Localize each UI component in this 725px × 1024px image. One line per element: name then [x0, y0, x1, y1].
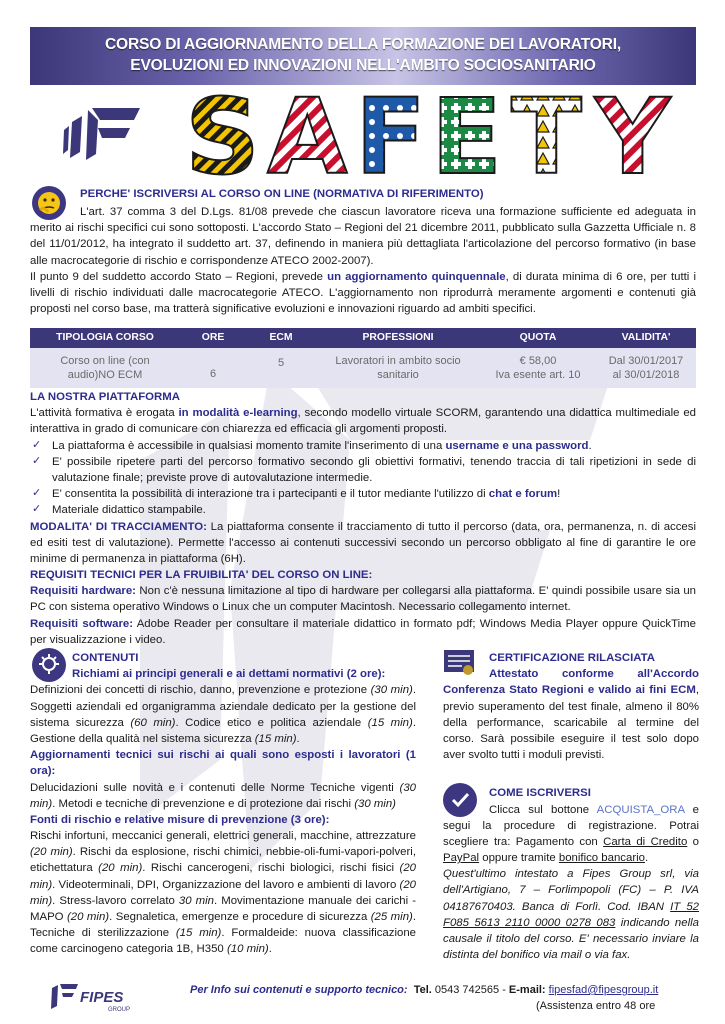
c3d: (20 min) — [98, 862, 143, 875]
c3h: (20 min) — [30, 878, 416, 907]
certificazione-bold: Attestato conforme all'Accordo Conferenza Stato Regioni e valido ai fini ECM — [443, 668, 699, 697]
col-header-validita: VALIDITA' — [596, 328, 696, 348]
iscriversi-heading: COME ISCRIVERSI — [489, 787, 591, 800]
certificazione-body: , previo superamento del test finale, almeno il 80% della performance, scaricabile al termine del corso. Sarà possibile eseguire il test solo dopo aver svolto tutti i moduli previsti. — [443, 684, 699, 762]
footer-email-link[interactable]: fipesfad@fipesgroup.it — [548, 984, 659, 996]
c3p: (15 min) — [175, 927, 222, 940]
hardware-paragraph — [30, 583, 696, 615]
c3i: . Stress-lavoro correlato — [52, 894, 179, 907]
contenuti-sub-3: Fonti di rischio e relative misure di prevenzione (3 ore): — [30, 813, 330, 826]
c1c: . Soggetti aziendali ed organigramma aziendale dedicato per la gestione del sistema sicurezza — [30, 684, 417, 729]
col-header-professioni: PROFESSIONI — [316, 328, 480, 348]
paypal-link[interactable]: PayPal — [443, 852, 480, 865]
cell-ore-value: 6 — [209, 368, 217, 380]
safety-logo — [183, 87, 695, 177]
title-line-2: EVOLUZIONI ED INNOVAZIONI NELL'AMBITO SOCIOSANITARIO — [130, 57, 596, 74]
intro-highlight: in modalità e-learning — [178, 407, 298, 420]
safety-letter-f: F — [355, 87, 427, 177]
footer-info: Per Info sui contenuti e supporto tecnico: — [190, 984, 408, 996]
c3s: . — [268, 943, 272, 956]
software-label: Requisiti software: — [30, 617, 134, 630]
col-header-ecm: ECM — [246, 328, 316, 348]
tracciamento-paragraph — [30, 519, 696, 568]
c1b: (30 min) — [370, 684, 413, 697]
iban: IT 52 F085 5613 2110 0000 0278 083 — [443, 900, 700, 929]
carta-credito-link[interactable]: Carta di Credito — [603, 835, 688, 848]
isc-b: e segui la procedure di registrazione. Potrai scegliere tra: Pagamento con — [443, 803, 700, 848]
list-item — [30, 486, 696, 502]
check-icon: ✓ — [32, 487, 42, 500]
c3o: . Tecniche di sterilizzazione — [30, 911, 416, 940]
perche-p2-highlight: un aggiornamento quinquennale — [327, 270, 506, 283]
bullet3-highlight: chat e forum — [488, 488, 558, 501]
course-info-table — [30, 328, 696, 388]
bank-text-b: indicando nella causale il titolo del corso. E' necessario inviare la distinta del bonifico via mail o via fax. — [443, 916, 699, 962]
c3r: (10 min) — [226, 943, 269, 956]
contenuti-sub-2: Aggiornamenti tecnici sui rischi ai quali sono esposti i lavoratori (1 ora): — [30, 749, 416, 778]
piattaforma-section — [30, 389, 696, 648]
cell-professioni — [316, 348, 480, 388]
c3a: Rischi infortuni, meccanici generali, elettrici generali, macchine, attrezzature — [30, 830, 416, 843]
c1g: . Gestione della qualità nel sistema sicurezza — [30, 716, 416, 745]
iscriversi-section — [443, 785, 699, 963]
right-column — [443, 650, 699, 963]
c1a: Definizioni dei concetti di rischio, danno, prevenzione e protezione — [30, 684, 371, 697]
safety-letter-a: A — [267, 87, 348, 177]
cell-ore — [180, 348, 246, 388]
perche-paragraph-1: L'art. 37 comma 3 del D.Lgs. 81/08 prevede che ciascun lavoratore riceva una formazione sufficiente ed adeguata in merito ai rischi specifici cui sono sottoposti. L'accordo Stato – Regioni del 21 dicembre 2011, pubblicato sulla Gazzetta Ufficiale n. 8 del 11/01/2012, ha integrato il suddetto art. 37, definendo in maniera più dettagliata l'articolazione del percorso formativo (in base alle macrocategorie di rischio e corrispondenze ATECO 2002-2007). — [30, 206, 696, 267]
hardware-text: Non c'è nessuna limitazione al tipo di hardware per collegarsi alla piattaforma. E' quindi possibile usare sia un PC con sistema operativo Windows o Linux che un computer Macintosh. Necessario collegamento internet. — [30, 585, 697, 614]
software-text: Adobe Reader per consultare il materiale didattico in formato pdf; Windows Media Player oppure QuickTime per visualizzazione i video. — [30, 617, 696, 646]
requisiti-heading: REQUISITI TECNICI PER LA FRUIBILITA' DEL CORSO ON LINE: — [30, 569, 373, 582]
footer-tel: 0543 742565 — [434, 984, 500, 996]
footer-email-label: E-mail: — [508, 984, 546, 996]
software-paragraph — [30, 616, 696, 648]
cell-validita — [596, 348, 696, 388]
footer — [190, 983, 696, 1014]
isc-a: Clicca sul bottone — [489, 803, 597, 816]
contenuti-text-3 — [30, 828, 416, 958]
isc-d: oppure tramite — [479, 852, 559, 865]
safety-letter-e: E — [431, 87, 503, 177]
c3l: (20 min) — [67, 911, 110, 923]
safety-letter-t: T — [511, 87, 582, 177]
c2b: (30 min) — [30, 781, 416, 810]
col-header-quota: QUOTA — [480, 328, 596, 348]
iscriversi-bank-details — [443, 866, 699, 963]
bullet1-end: . — [588, 439, 592, 452]
list-item — [30, 438, 696, 454]
hardware-label: Requisiti hardware: — [30, 585, 136, 598]
title-line-1: CORSO DI AGGIORNAMENTO DELLA FORMAZIONE DEI LAVORATORI, — [104, 36, 621, 53]
fipes-footer-logo — [48, 980, 140, 1014]
title-banner — [30, 27, 696, 85]
cell-validita-to: al 30/01/2018 — [612, 369, 680, 381]
footer-line-1: Per Info sui contenuti e supporto tecnico: Tel. 0543 742565 - E-mail: fipesfad@fipesgroup.it — [190, 984, 659, 996]
c3b: (20 min) — [30, 846, 73, 859]
safety-letter-y: Y — [595, 87, 671, 177]
c3f: (20 min) — [30, 862, 416, 891]
intro-text-a: L'attività formativa è erogata — [30, 407, 179, 420]
bullet4-text: Materiale didattico stampabile. — [52, 504, 206, 517]
bullet3-text: E' consentita la possibilità di interazione tra i partecipanti e il tutor mediante l'utilizzo di — [52, 488, 489, 501]
cell-quota-price: € 58,00 — [519, 355, 557, 367]
c3c: . Rischi da esplosione, rischi chimici, nebbie-oli-fumi-vapori-polveri, etichettatura — [30, 846, 416, 875]
c3e: . Rischi cancerogeni, rischi biologici, rischi fisici — [142, 862, 400, 875]
c2c: . Metodi e tecniche di prevenzione e di protezione dai rischi — [52, 797, 355, 810]
bullet2-text: E' possibile ripetere parti del percorso formativo secondo gli obiettivi formativi, tenendo traccia di tali ripetizioni in sede di valutazione finale; previste prove di autovalutazione intermedie. — [52, 455, 696, 484]
bullet1-highlight: username e una password — [445, 439, 589, 452]
feature-list — [30, 438, 696, 519]
c1e: . Codice etico e politica aziendale — [175, 716, 368, 729]
piattaforma-intro — [30, 405, 696, 437]
isc-c: o — [687, 835, 699, 848]
c3g: . Videoterminali, DPI, Organizzazione del lavoro e ambienti di lavoro — [52, 878, 400, 891]
c1h: (15 min) — [254, 732, 297, 745]
cell-tipologia-line-2: audio)NO ECM — [67, 369, 143, 381]
perche-body — [30, 204, 696, 317]
cell-ecm-value: 5 — [277, 357, 285, 369]
perche-p2-text-c: , di durata minima di 6 ore, per tutti i livelli di rischio individuati dalle macrocategorie ATECO. L'aggiornamento non riprodurrà meramente argomenti e contenuti già proposti nel corso base, ma tratterà significative evoluzioni e innovazioni riguardo ad ambiti specifici. — [30, 270, 696, 316]
c1i: . — [296, 732, 300, 745]
contenuti-heading: CONTENUTI — [72, 652, 139, 664]
list-item — [30, 454, 696, 486]
cell-ecm — [246, 348, 316, 388]
col-header-tipologia: TIPOLOGIA CORSO — [30, 328, 180, 348]
contenuti-sub-1: Richiami ai principi generali e ai dettami normativi (2 ore): — [72, 668, 386, 681]
c2a: Delucidazioni sulle novità e i contenuti delle Norme Tecniche vigenti — [30, 781, 400, 794]
cell-validita-from: Dal 30/01/2017 — [608, 355, 684, 367]
checkmark-icon — [443, 783, 477, 817]
bonifico-link[interactable]: bonifico bancario — [558, 852, 645, 865]
safety-letter-s: S — [185, 87, 260, 177]
perche-heading: PERCHE' ISCRIVERSI AL CORSO ON LINE (NORMATIVA DI RIFERIMENTO) — [80, 188, 484, 200]
table-header-row — [30, 328, 696, 348]
contenuti-text-2 — [30, 780, 416, 812]
acquista-ora-link[interactable]: ACQUISTA_ORA — [596, 803, 685, 816]
col-header-ore: ORE — [180, 328, 246, 348]
fipes-logo-icon — [62, 104, 142, 160]
c1d: (60 min) — [130, 716, 176, 729]
certificazione-heading: CERTIFICAZIONE RILASCIATA — [489, 652, 655, 664]
isc-e: . — [645, 852, 649, 865]
footer-logo-text: FIPES — [80, 989, 124, 1006]
cell-quota — [480, 348, 596, 388]
c1f: (15 min) — [367, 716, 413, 729]
c2d: (30 min) — [354, 797, 396, 810]
cell-professioni-line-2: sanitario — [377, 369, 419, 381]
list-item — [30, 502, 696, 518]
check-icon: ✓ — [32, 503, 42, 516]
certificazione-text — [443, 666, 699, 763]
c3q: . Formaldeide: nuova classificazione come carcinogeno categoria 1B, H350 — [30, 927, 417, 956]
bank-text-a: Quest'ultimo intestato a Fipes Group srl, via dell'Artigiano, 7 – Forlimpopoli (FC) – P. IVA 04187670403. Banca di Forlì. Cod. IBAN — [443, 868, 699, 913]
cell-tipologia — [30, 348, 180, 388]
bullet3-end: ! — [557, 488, 561, 501]
table-row — [30, 348, 696, 388]
cell-quota-iva: Iva esente art. 10 — [495, 369, 581, 381]
piattaforma-heading: LA NOSTRA PIATTAFORMA — [30, 391, 180, 403]
c3k: . Movimentazione manuale dei carichi - MAPO — [30, 894, 417, 923]
check-icon: ✓ — [32, 438, 42, 451]
contenuti-section — [30, 650, 416, 958]
intro-text-c: , secondo modello virtuale SCORM, garantendo una didattica multimediale ed interattiva in grado di comunicare con chiarezza ed efficacia gli argomenti proposti. — [30, 407, 696, 436]
bullet1-text: La piattaforma è accessibile in qualsiasi momento tramite l'inserimento di una — [52, 439, 446, 452]
iscriversi-text — [443, 802, 699, 867]
c3n: (25 min) — [370, 911, 413, 923]
footer-assistenza: (Assistenza entro 48 ore — [536, 999, 656, 1012]
footer-tel-label: Tel. — [413, 984, 432, 996]
contenuti-text-1 — [30, 682, 416, 747]
cell-professioni-line-1: Lavoratori in ambito socio — [335, 355, 461, 367]
certificazione-section — [443, 650, 699, 763]
perche-paragraph-2 — [30, 269, 696, 318]
perche-p2-text-a: Il punto 9 del suddetto accordo Stato – Regioni, prevede — [30, 270, 328, 283]
c3m: . Segnaletica, emergenze e procedure di sicurezza — [109, 911, 371, 923]
tracciamento-text: La piattaforma consente il tracciamento di tutto il percorso (data, ora, permanenza, n. di accesi ed esiti test di valutazione). Permette l'accesso ai contenuti successivi secondo un percorso obbligato al fine di garantire le ore minime di permanenza in piattaforma (6H). — [30, 520, 696, 565]
footer-logo-sub: GROUP — [108, 1007, 131, 1013]
cell-tipologia-line-1: Corso on line (con — [60, 355, 150, 367]
c3j: 30 min — [178, 894, 215, 907]
tracciamento-label: MODALITA' DI TRACCIAMENTO: — [30, 520, 207, 533]
check-icon: ✓ — [32, 454, 42, 467]
